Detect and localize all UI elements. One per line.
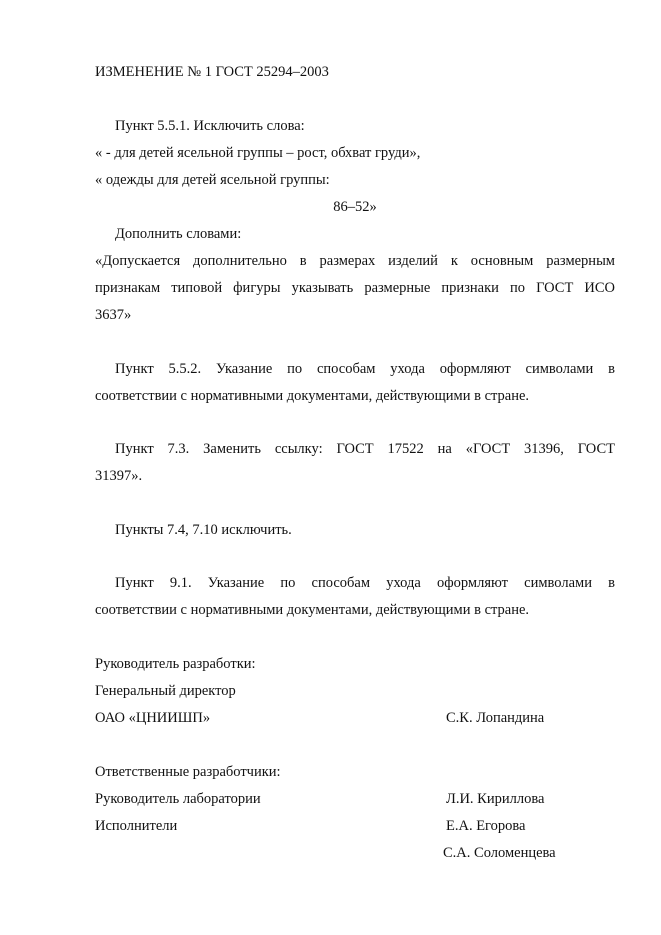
add-words-label: Дополнить словами: [115,226,242,242]
paragraph-73-1: Пункт 7.3. Заменить ссылку: ГОСТ 17522 на «ГОСТ 31396, ГОСТ [115,441,615,457]
quote-line-3: 86–52» [333,199,377,215]
paragraph-91-2: соответствии с нормативными документами, действующими в стране. [95,602,530,618]
lab-head-label: Руководитель лаборатории [95,791,261,807]
responsible-developers-label: Ответственные разработчики: [95,764,281,780]
paragraph-74: Пункты 7.4, 7.10 исключить. [115,522,292,538]
executors-label: Исполнители [95,818,178,834]
signatory-lopandina: С.К. Лопандина [446,710,545,726]
document-title: ИЗМЕНЕНИЕ № 1 ГОСТ 25294–2003 [95,64,329,80]
addition-line-1: «Допускается дополнительно в размерах изделий к основным размерным [95,253,615,269]
organization-name: ОАО «ЦНИИШП» [95,710,211,726]
signatory-solomentseva: С.А. Соломенцева [443,845,556,861]
paragraph-555-1: Пункт 5.5.1. Исключить слова: [115,118,305,134]
paragraph-91-1: Пункт 9.1. Указание по способам ухода оформляют символами в [115,575,615,591]
quote-line-1: « - для детей ясельной группы – рост, обхват груди», [95,145,421,161]
general-director-label: Генеральный директор [95,683,236,699]
paragraph-552-1: Пункт 5.5.2. Указание по способам ухода оформляют символами в [115,361,615,377]
addition-line-3: 3637» [95,307,132,323]
paragraph-552-2: соответствии с нормативными документами, действующими в стране. [95,388,530,404]
paragraph-73-2: 31397». [95,468,143,484]
head-of-development-label: Руководитель разработки: [95,656,256,672]
quote-line-2: « одежды для детей ясельной группы: [95,172,330,188]
addition-line-2: признакам типовой фигуры указывать размерные признаки по ГОСТ ИСО [95,280,615,296]
signatory-kirillova: Л.И. Кириллова [446,791,545,807]
signatory-egorova: Е.А. Егорова [446,818,526,834]
